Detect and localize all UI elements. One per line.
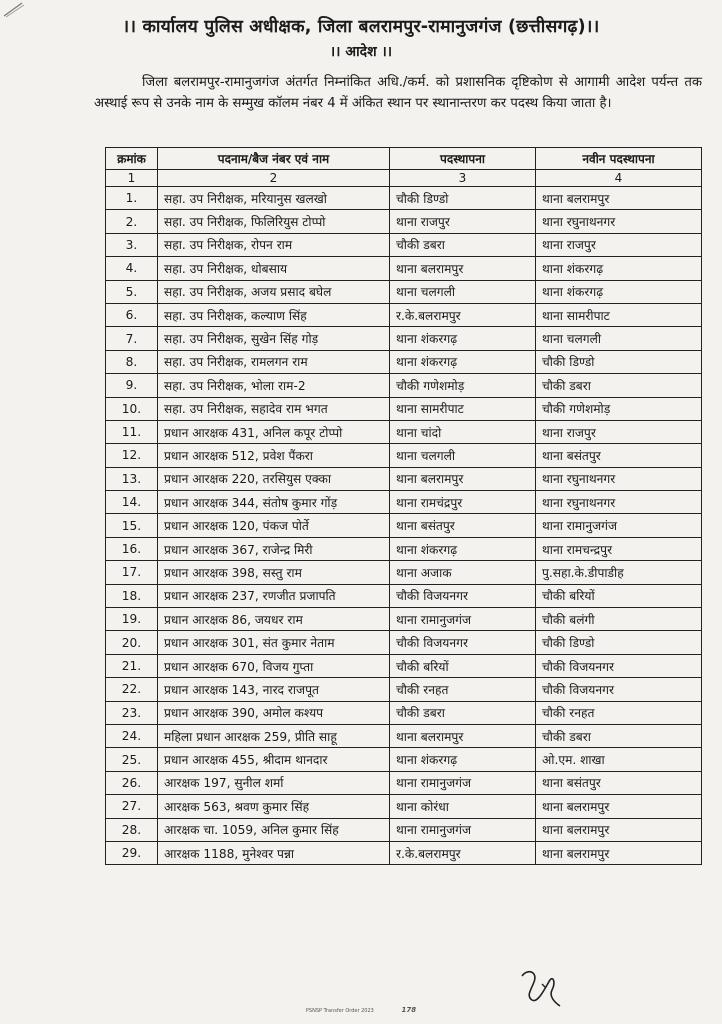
row-new-posting: चौकी डबरा xyxy=(536,724,702,747)
row-new-posting: चौकी डिण्डो xyxy=(536,350,702,373)
table-row xyxy=(106,327,702,350)
row-designation-name: प्रधान आरक्षक 390, अमोल कश्यप xyxy=(158,701,390,724)
row-serial: 27. xyxy=(106,795,158,818)
table-row xyxy=(106,210,702,233)
row-posting: चौकी रनहत xyxy=(390,678,536,701)
table-row xyxy=(106,584,702,607)
row-new-posting: चौकी बलंगी xyxy=(536,608,702,631)
row-posting: चौकी विजयनगर xyxy=(390,584,536,607)
row-serial: 14. xyxy=(106,491,158,514)
row-designation-name: महिला प्रधान आरक्षक 259, प्रीति साहू xyxy=(158,724,390,747)
row-posting: थाना शंकरगढ़ xyxy=(390,537,536,560)
table-row xyxy=(106,631,702,654)
row-new-posting: थाना शंकरगढ़ xyxy=(536,257,702,280)
row-serial: 6. xyxy=(106,303,158,326)
row-posting: थाना सामरीपाट xyxy=(390,397,536,420)
row-designation-name: आरक्षक 197, सुनील शर्मा xyxy=(158,771,390,794)
row-designation-name: आरक्षक 563, श्रवण कुमार सिंह xyxy=(158,795,390,818)
row-posting: थाना शंकरगढ़ xyxy=(390,350,536,373)
row-serial: 1. xyxy=(106,187,158,210)
order-intro-paragraph xyxy=(94,72,702,114)
row-serial: 12. xyxy=(106,444,158,467)
row-posting: थाना शंकरगढ़ xyxy=(390,748,536,771)
table-row xyxy=(106,467,702,490)
intro-text: जिला बलरामपुर-रामानुजगंज अंतर्गत निम्नांकित अधि./कर्म. को प्रशासनिक दृष्टिकोण से आगामी आदेश पर्यन्त तक अस्थाई रूप से उनके नाम के सम्मुख कॉलम नंबर 4 में अंकित स्थान पर स्थानान्तरण कर पदस्थ किया जाता है। xyxy=(94,75,702,111)
row-new-posting: थाना शंकरगढ़ xyxy=(536,280,702,303)
row-serial: 28. xyxy=(106,818,158,841)
row-new-posting: थाना बलरामपुर xyxy=(536,818,702,841)
table-row xyxy=(106,187,702,210)
row-posting: चौकी डबरा xyxy=(390,701,536,724)
table-row xyxy=(106,841,702,864)
table-row xyxy=(106,491,702,514)
table-header-row xyxy=(106,148,702,170)
row-designation-name: सहा. उप निरीक्षक, फिलिरियुस टोप्पो xyxy=(158,210,390,233)
row-serial: 21. xyxy=(106,654,158,677)
order-heading: ।। आदेश ।। xyxy=(329,44,393,60)
footer-caption: PSNSP Transfer Order 2023 xyxy=(305,1008,374,1014)
table-row xyxy=(106,818,702,841)
row-new-posting: थाना बसंतपुर xyxy=(536,771,702,794)
row-serial: 20. xyxy=(106,631,158,654)
row-posting: थाना रामानुजगंज xyxy=(390,818,536,841)
row-posting: थाना अजाक xyxy=(390,561,536,584)
row-designation-name: सहा. उप निरीक्षक, धोबसाय xyxy=(158,257,390,280)
row-new-posting: थाना राजपुर xyxy=(536,233,702,256)
row-new-posting: चौकी बरियों xyxy=(536,584,702,607)
table-row xyxy=(106,537,702,560)
row-designation-name: सहा. उप निरीक्षक, अजय प्रसाद बघेल xyxy=(158,280,390,303)
table-row xyxy=(106,233,702,256)
table-row xyxy=(106,724,702,747)
row-designation-name: सहा. उप निरीक्षक, भोला राम-2 xyxy=(158,374,390,397)
row-new-posting: थाना बलरामपुर xyxy=(536,841,702,864)
table-row xyxy=(106,771,702,794)
row-designation-name: प्रधान आरक्षक 455, श्रीदाम थानदार xyxy=(158,748,390,771)
row-designation-name: आरक्षक चा. 1059, अनिल कुमार सिंह xyxy=(158,818,390,841)
row-designation-name: प्रधान आरक्षक 512, प्रवेश पैंकरा xyxy=(158,444,390,467)
row-posting: थाना चांदो xyxy=(390,420,536,443)
row-serial: 8. xyxy=(106,350,158,373)
row-posting: चौकी विजयनगर xyxy=(390,631,536,654)
column-number-row xyxy=(106,170,702,187)
row-serial: 7. xyxy=(106,327,158,350)
row-designation-name: प्रधान आरक्षक 367, राजेन्द्र मिरी xyxy=(158,537,390,560)
row-posting: चौकी डिण्डो xyxy=(390,187,536,210)
row-posting: थाना राजपुर xyxy=(390,210,536,233)
row-new-posting: थाना रामानुजगंज xyxy=(536,514,702,537)
row-posting: चौकी गणेशमोड़ xyxy=(390,374,536,397)
row-posting: थाना बलरामपुर xyxy=(390,724,536,747)
row-designation-name: आरक्षक 1188, मुनेश्वर पन्ना xyxy=(158,841,390,864)
table-row xyxy=(106,748,702,771)
row-new-posting: थाना रघुनाथनगर xyxy=(536,210,702,233)
row-designation-name: सहा. उप निरीक्षक, रोपन राम xyxy=(158,233,390,256)
row-designation-name: प्रधान आरक्षक 143, नारद राजपूत xyxy=(158,678,390,701)
row-serial: 16. xyxy=(106,537,158,560)
row-serial: 29. xyxy=(106,841,158,864)
table-row xyxy=(106,397,702,420)
row-serial: 9. xyxy=(106,374,158,397)
row-serial: 18. xyxy=(106,584,158,607)
row-posting: थाना शंकरगढ़ xyxy=(390,327,536,350)
row-posting: र.के.बलरामपुर xyxy=(390,303,536,326)
row-posting: थाना चलगली xyxy=(390,444,536,467)
row-designation-name: प्रधान आरक्षक 344, संतोष कुमार गोंड़ xyxy=(158,491,390,514)
page-number: 178 xyxy=(401,1006,417,1014)
table-row xyxy=(106,374,702,397)
row-new-posting: पु.सहा.के.डीपाडीह xyxy=(536,561,702,584)
signature-icon xyxy=(516,966,564,1010)
table-row xyxy=(106,654,702,677)
row-designation-name: सहा. उप निरीक्षक, सुखेन सिंह गोड़ xyxy=(158,327,390,350)
row-designation-name: प्रधान आरक्षक 398, सस्तु राम xyxy=(158,561,390,584)
row-serial: 4. xyxy=(106,257,158,280)
row-new-posting: थाना बलरामपुर xyxy=(536,187,702,210)
header-new-posting: नवीन पदस्थापना xyxy=(536,148,702,170)
page-footer xyxy=(0,1006,722,1014)
row-posting: थाना रामचंद्रपुर xyxy=(390,491,536,514)
table-row xyxy=(106,444,702,467)
row-posting: थाना बलरामपुर xyxy=(390,257,536,280)
row-serial: 25. xyxy=(106,748,158,771)
column-number: 2 xyxy=(158,170,390,187)
table-row xyxy=(106,350,702,373)
row-new-posting: चौकी विजयनगर xyxy=(536,678,702,701)
column-number: 1 xyxy=(106,170,158,187)
row-new-posting: चौकी डबरा xyxy=(536,374,702,397)
row-designation-name: प्रधान आरक्षक 86, जयधर राम xyxy=(158,608,390,631)
row-new-posting: थाना रघुनाथनगर xyxy=(536,467,702,490)
row-posting: थाना बलरामपुर xyxy=(390,467,536,490)
row-new-posting: चौकी डिण्डो xyxy=(536,631,702,654)
row-posting: थाना रामानुजगंज xyxy=(390,608,536,631)
row-new-posting: थाना बसंतपुर xyxy=(536,444,702,467)
table-row xyxy=(106,795,702,818)
row-serial: 13. xyxy=(106,467,158,490)
header-designation-name: पदनाम/बैज नंबर एवं नाम xyxy=(158,148,390,170)
row-posting: थाना बसंतपुर xyxy=(390,514,536,537)
row-new-posting: थाना राजपुर xyxy=(536,420,702,443)
row-designation-name: प्रधान आरक्षक 670, विजय गुप्ता xyxy=(158,654,390,677)
row-designation-name: सहा. उप निरीक्षक, सहादेव राम भगत xyxy=(158,397,390,420)
row-serial: 23. xyxy=(106,701,158,724)
row-new-posting: थाना रघुनाथनगर xyxy=(536,491,702,514)
row-new-posting: चौकी विजयनगर xyxy=(536,654,702,677)
row-serial: 24. xyxy=(106,724,158,747)
row-designation-name: सहा. उप निरीक्षक, रामलगन राम xyxy=(158,350,390,373)
transfer-table xyxy=(105,147,702,865)
row-posting: थाना कोरंधा xyxy=(390,795,536,818)
header-serial: क्रमांक xyxy=(106,148,158,170)
row-posting: र.के.बलरामपुर xyxy=(390,841,536,864)
row-serial: 19. xyxy=(106,608,158,631)
table-row xyxy=(106,701,702,724)
row-designation-name: सहा. उप निरीक्षक, कल्याण सिंह xyxy=(158,303,390,326)
row-new-posting: थाना चलगली xyxy=(536,327,702,350)
row-new-posting: थाना बलरामपुर xyxy=(536,795,702,818)
row-new-posting: थाना रामचन्द्रपुर xyxy=(536,537,702,560)
row-serial: 22. xyxy=(106,678,158,701)
row-designation-name: सहा. उप निरीक्षक, मरियानुस खलखो xyxy=(158,187,390,210)
row-designation-name: प्रधान आरक्षक 431, अनिल कपूर टोप्पो xyxy=(158,420,390,443)
column-number: 4 xyxy=(536,170,702,187)
table-row xyxy=(106,280,702,303)
header-posting: पदस्थापना xyxy=(390,148,536,170)
row-serial: 17. xyxy=(106,561,158,584)
row-serial: 2. xyxy=(106,210,158,233)
table-row xyxy=(106,561,702,584)
table-row xyxy=(106,303,702,326)
row-designation-name: प्रधान आरक्षक 120, पंकज पोर्ते xyxy=(158,514,390,537)
row-serial: 15. xyxy=(106,514,158,537)
row-serial: 3. xyxy=(106,233,158,256)
row-posting: चौकी डबरा xyxy=(390,233,536,256)
table-row xyxy=(106,257,702,280)
row-new-posting: चौकी गणेशमोड़ xyxy=(536,397,702,420)
office-title: ।। कार्यालय पुलिस अधीक्षक, जिला बलरामपुर-रामानुजगंज (छत्तीसगढ़)।। xyxy=(122,17,600,37)
row-designation-name: प्रधान आरक्षक 220, तरसियुस एक्का xyxy=(158,467,390,490)
row-serial: 26. xyxy=(106,771,158,794)
table-row xyxy=(106,608,702,631)
row-designation-name: प्रधान आरक्षक 301, संत कुमार नेताम xyxy=(158,631,390,654)
table-row xyxy=(106,678,702,701)
row-serial: 11. xyxy=(106,420,158,443)
row-posting: थाना रामानुजगंज xyxy=(390,771,536,794)
row-posting: थाना चलगली xyxy=(390,280,536,303)
column-number: 3 xyxy=(390,170,536,187)
table-row xyxy=(106,514,702,537)
row-serial: 5. xyxy=(106,280,158,303)
row-posting: चौकी बरियों xyxy=(390,654,536,677)
row-designation-name: प्रधान आरक्षक 237, रणजीत प्रजापति xyxy=(158,584,390,607)
table-row xyxy=(106,420,702,443)
row-serial: 10. xyxy=(106,397,158,420)
row-new-posting: ओ.एम. शाखा xyxy=(536,748,702,771)
row-new-posting: थाना सामरीपाट xyxy=(536,303,702,326)
table-body xyxy=(106,187,702,865)
row-new-posting: चौकी रनहत xyxy=(536,701,702,724)
